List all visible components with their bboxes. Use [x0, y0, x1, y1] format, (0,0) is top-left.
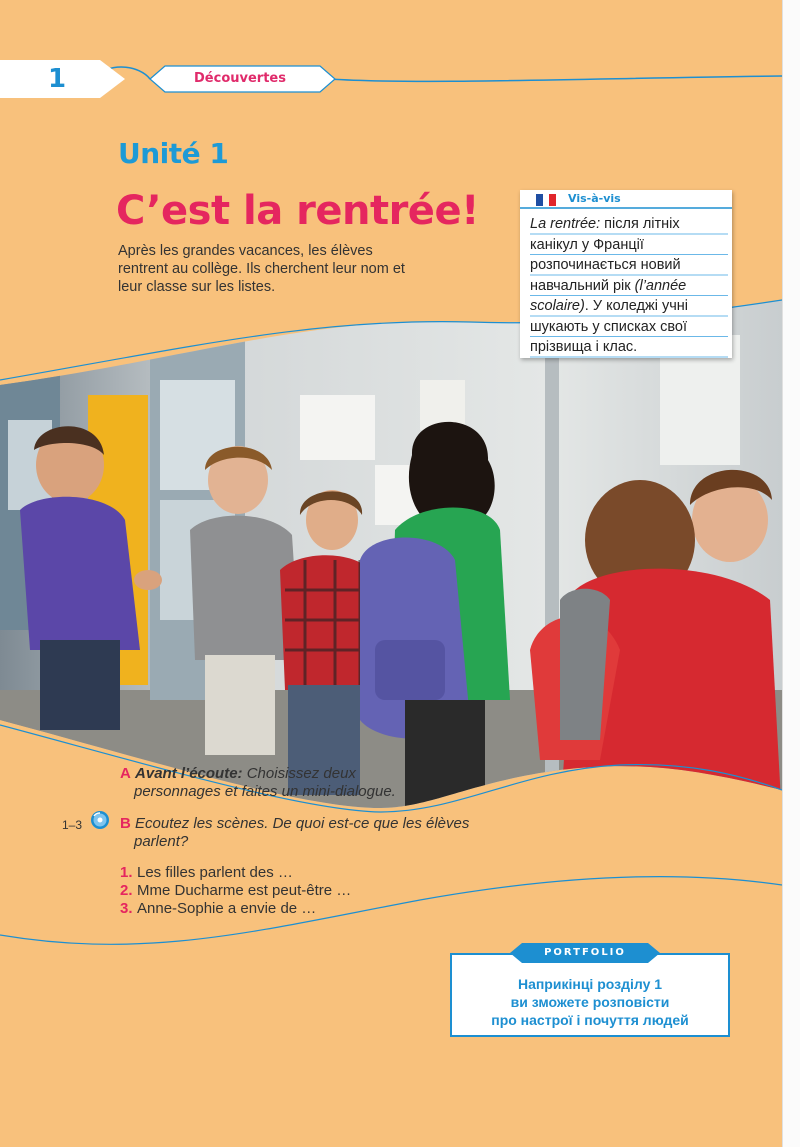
vis-text-2: . У коледжі учні шукають у списках свої прізвища і клас. — [530, 298, 688, 355]
audio-track-number: 1–3 — [62, 818, 83, 832]
audio-cd-icon — [90, 810, 110, 830]
section-tab-label: Découvertes — [194, 71, 286, 86]
exercise-a-letter: A — [120, 765, 131, 782]
exercise-a-lead: Avant l’écoute: — [135, 765, 243, 782]
item-text: Anne-Sophie a envie de … — [137, 900, 317, 917]
list-item — [120, 882, 351, 900]
exercise-b-text: Ecoutez les scènes. De quoi est-ce que les élèves parlent? — [130, 815, 470, 850]
vis-a-vis-text — [530, 214, 728, 358]
exercise-b-letter: B — [120, 815, 131, 832]
page-title: C’est la rentrée! — [116, 188, 479, 234]
portfolio-text — [450, 975, 730, 1029]
portfolio-label: PORTFOLIO — [544, 947, 626, 958]
portfolio-line-1: Наприкінці розділу 1 — [517, 976, 663, 992]
portfolio-box — [450, 943, 730, 1035]
unit-label: Unité 1 — [118, 137, 229, 170]
item-number: 2. — [120, 882, 133, 899]
exercise-a — [120, 765, 420, 801]
item-number: 1. — [120, 864, 133, 881]
french-flag-icon — [536, 194, 556, 206]
vis-term: La rentrée: — [530, 216, 601, 232]
vis-a-vis-label: Vis-à-vis — [568, 192, 621, 205]
vis-a-vis-header — [520, 190, 732, 208]
vis-text-1: після літніх канікул у Франції розпочинається новий навчальний рік — [530, 216, 681, 294]
portfolio-line-2: ви зможете розповісти — [510, 994, 670, 1010]
item-text: Mme Ducharme est peut-être … — [137, 882, 352, 899]
exercise-b-items — [120, 864, 351, 918]
portfolio-line-3: про настрої і почуття людей — [491, 1012, 689, 1028]
intro-paragraph: Après les grandes vacances, les élèves rentrent au collège. Ils cherchent leur nom et leur classe sur les listes. — [118, 243, 405, 295]
vis-term-2: (l’année scolaire) — [530, 277, 687, 314]
exercise-b — [120, 815, 520, 851]
list-item — [120, 864, 351, 882]
vis-a-vis-box — [520, 190, 732, 358]
exercise-a-text: Choisissez deux personnages et faites un mini-dialogue. — [134, 765, 396, 800]
item-number: 3. — [120, 900, 133, 917]
page-edge — [782, 0, 800, 1147]
item-text: Les filles parlent des … — [137, 864, 293, 881]
list-item — [120, 900, 351, 918]
chapter-number: 1 — [48, 64, 67, 94]
